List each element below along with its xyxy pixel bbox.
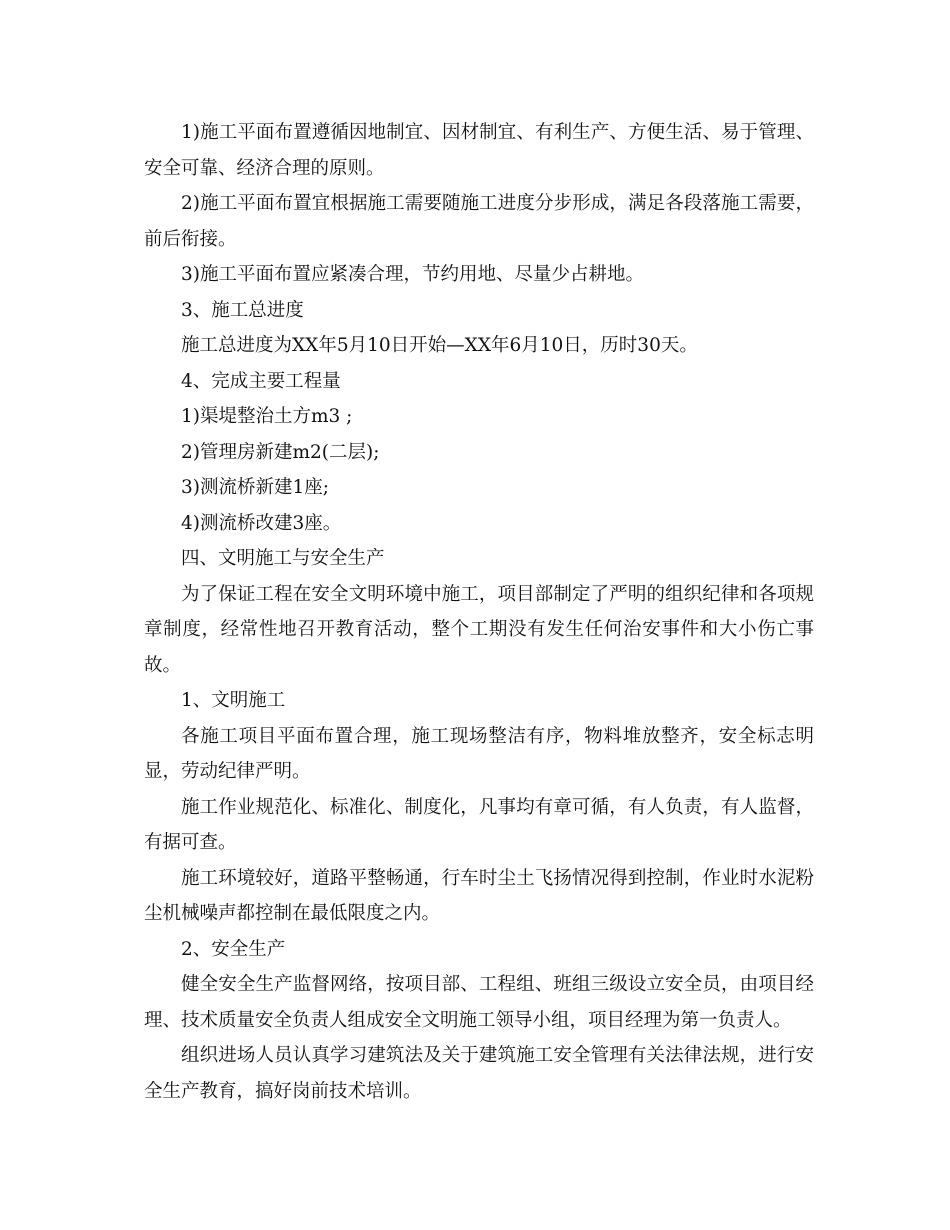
- paragraph-standardization: 施工作业规范化、标准化、制度化，凡事均有章可循，有人负责，有人监督，有据可查。: [144, 796, 814, 853]
- heading-civilized-safe-construction: 四、文明施工与安全生产: [181, 548, 385, 569]
- heading-main-quantities: 4、完成主要工程量: [181, 370, 341, 392]
- heading-safety-production: 2、安全生产: [181, 938, 286, 960]
- list-item-earthwork: 1)渠堤整治土方m3 ;: [181, 406, 353, 427]
- paragraph-layout-compact: 3)施工平面布置应紧凑合理，节约用地、尽量少占耕地。: [181, 264, 644, 285]
- paragraph-discipline: 为了保证工程在安全文明环境中施工，项目部制定了严明的组织纪律和各项规章制度，经常性地召开教育活动，整个工期没有发生任何治安事件和大小伤亡事故。: [144, 583, 814, 676]
- document-body: [144, 115, 814, 1109]
- paragraph-safety-training: 组织进场人员认真学习建筑法及关于建筑施工安全管理有关法律法规，进行安全生产教育，搞好岗前技术培训。: [144, 1045, 814, 1102]
- paragraph-site-order: 各施工项目平面布置合理，施工现场整洁有序，物料堆放整齐，安全标志明显，劳动纪律严明。: [144, 725, 814, 782]
- paragraph-safety-network: 健全安全生产监督网络，按项目部、工程组、班组三级设立安全员，由项目经理、技术质量安全负责人组成安全文明施工领导小组，项目经理为第一负责人。: [144, 974, 814, 1031]
- heading-overall-schedule: 3、施工总进度: [181, 299, 304, 321]
- list-item-new-bridge: 3)测流桥新建1座;: [181, 477, 329, 498]
- list-item-management-house: 2)管理房新建m2(二层);: [181, 441, 380, 463]
- paragraph-layout-principle: 1)施工平面布置遵循因地制宜、因材制宜、有利生产、方便生活、易于管理、安全可靠、经济合理的原则。: [144, 122, 814, 179]
- paragraph-layout-progress: 2)施工平面布置宜根据施工需要随施工进度分步形成，满足各段落施工需要，前后衔接。: [144, 193, 814, 250]
- paragraph-environment: 施工环境较好，道路平整畅通，行车时尘土飞扬情况得到控制，作业时水泥粉尘机械噪声都控制在最低限度之内。: [144, 867, 814, 924]
- paragraph-schedule: 施工总进度为XX年5月10日开始—XX年6月10日，历时30天。: [181, 335, 698, 356]
- heading-civilized-construction: 1、文明施工: [181, 690, 286, 711]
- list-item-rebuilt-bridges: 4)测流桥改建3座。: [181, 512, 342, 534]
